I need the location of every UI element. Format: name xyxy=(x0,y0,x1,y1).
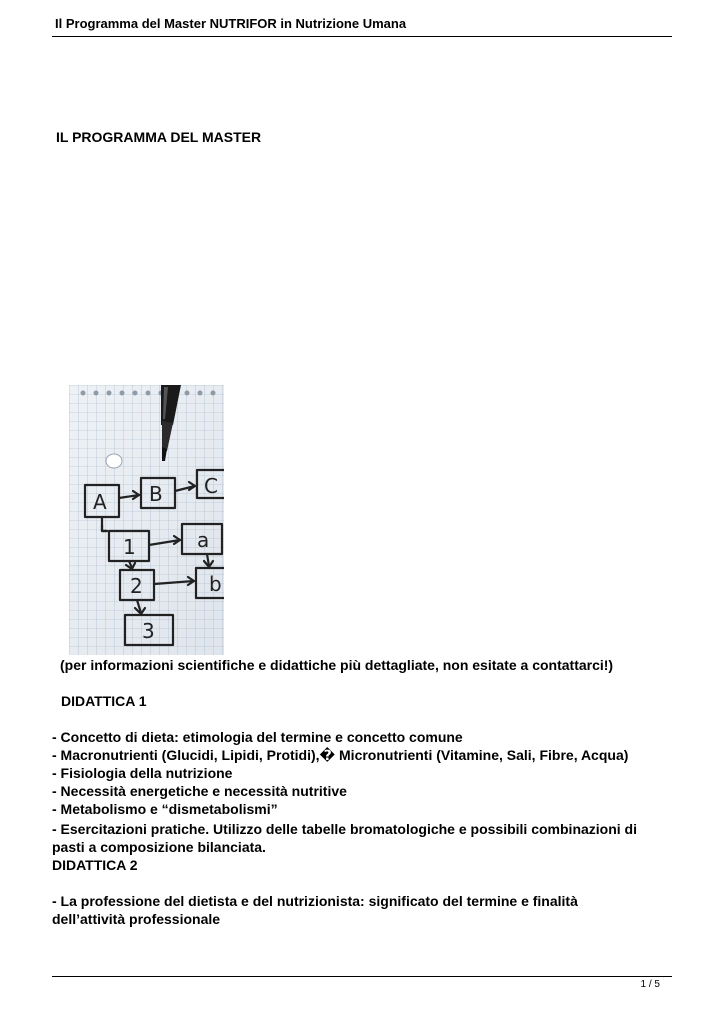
flowchart-box-b-lower: b xyxy=(209,572,222,596)
didattica2-item: dell’attività professionale xyxy=(52,911,221,927)
didattica2-heading: DIDATTICA 2 xyxy=(52,857,138,873)
didattica1-item: - Necessità energetiche e necessità nutritive xyxy=(52,783,347,799)
flowchart-box-a-lower: a xyxy=(197,528,210,552)
section-title: IL PROGRAMMA DEL MASTER xyxy=(56,129,262,145)
didattica1-item: - Fisiologia della nutrizione xyxy=(52,765,233,781)
didattica1-item: pasti a composizione bilanciata. xyxy=(52,839,266,855)
didattica2-item: - La professione del dietista e del nutrizionista: significato del termine e finalità xyxy=(52,893,578,909)
page-number: 1 / 5 xyxy=(640,979,660,990)
flowchart-box-3: 3 xyxy=(142,619,155,643)
page-footer xyxy=(52,976,672,990)
flowchart-box-b: B xyxy=(149,482,163,506)
info-note: (per informazioni scientifiche e didattiche più dettagliate, non esitate a contattarci!) xyxy=(60,657,614,673)
didattica1-heading: DIDATTICA 1 xyxy=(61,693,147,709)
didattica1-item: - Macronutrienti (Glucidi, Lipidi, Protidi),� Micronutrienti (Vitamine, Sali, Fibre, Acqua) xyxy=(52,747,629,763)
flowchart-box-a: A xyxy=(93,490,107,514)
flowchart-box-c: C xyxy=(204,474,218,498)
header-title: Il Programma del Master NUTRIFOR in Nutrizione Umana xyxy=(55,16,407,31)
didattica1-item: - Metabolismo e “dismetabolismi” xyxy=(52,801,278,817)
flowchart-box-1: 1 xyxy=(123,535,136,559)
flowchart-notepad-image xyxy=(69,385,224,655)
didattica1-item: - Concetto di dieta: etimologia del termine e concetto comune xyxy=(52,729,463,745)
flowchart-box-2: 2 xyxy=(130,574,143,598)
page-header xyxy=(52,14,672,37)
didattica1-item: - Esercitazioni pratiche. Utilizzo delle tabelle bromatologiche e possibili combinazioni di xyxy=(52,821,637,837)
